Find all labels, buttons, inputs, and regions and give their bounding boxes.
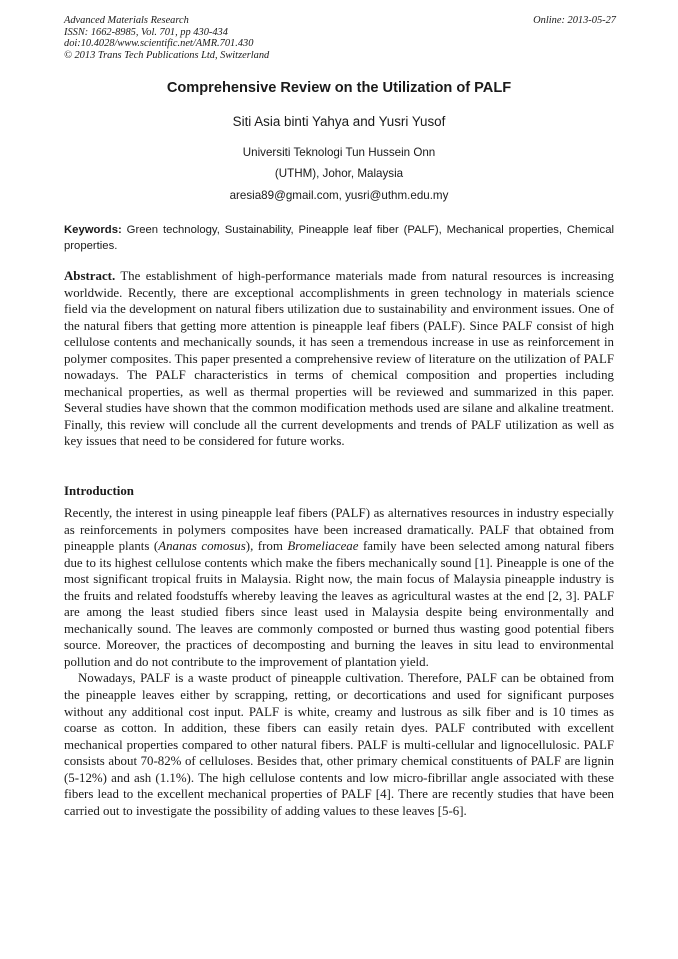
- journal-name: Advanced Materials Research: [64, 15, 189, 26]
- keywords-text: Green technology, Sustainability, Pineapple leaf fiber (PALF), Mechanical properties, Chemical properties.: [64, 224, 614, 252]
- abstract-text: The establishment of high-performance materials made from natural resources is increasing worldwide. Recently, there are exceptional accomplishments in green technology in materials science field via the development on natural fibers utilization due to sustainability and environment issues. One of the natural fibers that getting more attention is pineapple leaf fibers (PALF). Since PALF consist of high cellulose contents and mechanically sounds, it has seen a tremendous increase in use as reinforcement in polymer composites. This paper presented a comprehensive review of literature on the utilization of PALF nowadays. The PALF characteristics in terms of chemical composition and properties including mechanical properties, as well as thermal properties will be reviewed and summarized in this paper. Several studies have shown that the common modification methods used are silane and alkaline treatment. Finally, this review will conclude all the current developments and trends of PALF utilization as well as key issues that need to be considered for future works.: [64, 269, 614, 449]
- copyright-line: © 2013 Trans Tech Publications Ltd, Switzerland: [64, 49, 270, 61]
- paper-authors: Siti Asia binti Yahya and Yusri Yusof: [232, 114, 446, 129]
- introduction-paragraph-1: [64, 505, 614, 670]
- intro-p1-part-b: ), from: [245, 539, 288, 554]
- family-name: Bromeliaceae: [287, 539, 359, 554]
- journal-header: [64, 15, 616, 61]
- keywords-label: Keywords:: [64, 224, 122, 236]
- paper-title: Comprehensive Review on the Utilization of PALF: [166, 80, 512, 96]
- introduction-body: [64, 505, 614, 819]
- intro-p1-part-c: family have been selected among natural fibers due to its highest cellulose contents which make the fibers mechanically sound [1]. Pineapple is one of the most significant tropical fruits in Malaysia. Right now, the main focus of Malaysia pineapple industry is the fruits and related foodstuffs whereby leaving the leaves as agricultural wastes at the end [2, 3]. PALF are among the least studied fibers since least used in Malaysia despite being environmentally and mechanically sound. The leaves are commonly composted or burned thus wasting good potential fibers source. Moreover, the practices of decomposting and burning the leaves in situ lead to environmental pollution and do not contribute to the improvement of plantation yield.: [64, 539, 615, 669]
- issn-line: ISSN: 1662-8985, Vol. 701, pp 430-434: [64, 26, 228, 38]
- species-name: Ananas comosus: [158, 539, 246, 554]
- doi-line: doi:10.4028/www.scientific.net/AMR.701.430: [64, 38, 254, 50]
- author-emails: aresia89@gmail.com, yusri@uthm.edu.my: [229, 189, 449, 202]
- abstract-label: Abstract.: [64, 269, 116, 283]
- intro-p1-part-a: Recently, the interest in using pineapple leaf fibers (PALF) as alternatives resources in industry especially as reinforcements in polymers composites have been increased dramatically. PALF that obtained from pineapple plants (: [64, 506, 614, 554]
- introduction-paragraph-2: Nowadays, PALF is a waste product of pineapple cultivation. Therefore, PALF can be obtained from the pineapple leaves either by scrapping, retting, or decortications and used for significant purposes without any additional cost input. PALF is white, creamy and lustrous as silk fiber and is 10 times as coarse as cotton. In addition, these fibers can easily retain dyes. PALF contributed with excellent mechanical properties compared to other natural fibers. PALF is multi-cellular and lignocellulosic. PALF consists about 70-82% of celluloses. Besides that, other primary chemical constituents of PALF are lignin (5-12%) and ash (1.1%). The high cellulose contents and low micro-fibrillar angle associated with these fibers lead to the excellent mechanical properties of PALF [4]. There are recently studies that have been carried out to investigate the possibility of adding values to these leaves [5-6].: [64, 671, 614, 818]
- online-date: Online: 2013-05-27: [533, 15, 616, 26]
- introduction-heading: Introduction: [64, 484, 134, 498]
- affiliation-line-1: Universiti Teknologi Tun Hussein Onn: [242, 146, 436, 159]
- abstract-block: [64, 268, 614, 450]
- keywords-block: [64, 223, 614, 254]
- affiliation-line-2: (UTHM), Johor, Malaysia: [274, 167, 404, 180]
